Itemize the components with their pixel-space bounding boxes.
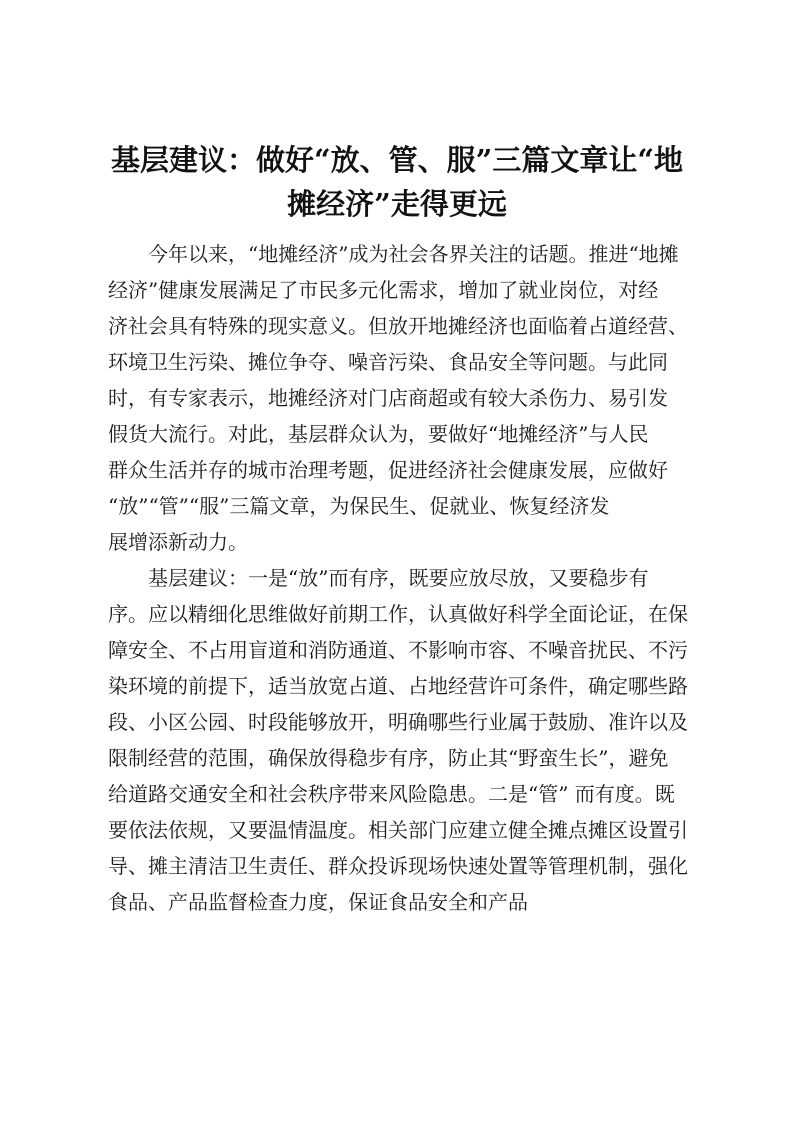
title-line-1: 基层建议：做好“放、管、服”三篇文章让“地: [110, 143, 684, 177]
paragraph-line: 今年以来，“地摊经济”成为社会各界关注的话题。推进“地摊: [148, 242, 679, 266]
paragraph-line: 给道路交通安全和社会秩序带来风险隐患。二是“管” 而有度。既: [108, 782, 675, 806]
document-title: [90, 138, 704, 226]
paragraph-line: 段、小区公园、时段能够放开，明确哪些行业属于鼓励、准许以及: [108, 710, 688, 734]
paragraph-line: 导、摊主清洁卫生责任、群众投诉现场快速处置等管理机制，强化: [108, 854, 688, 878]
paragraph-line: “放”“管”“服”三篇文章，为保民生、促就业、恢复经济发: [108, 494, 610, 518]
paragraph-line: 时，有专家表示，地摊经济对门店商超或有较大杀伤力、易引发: [108, 386, 668, 410]
paragraph-line: 展增添新动力。: [108, 530, 248, 554]
paragraph-1: [108, 236, 708, 560]
document-body: [108, 236, 708, 920]
paragraph-line: 假货大流行。对此，基层群众认为，要做好“地摊经济”与人民: [108, 422, 649, 446]
paragraph-line: 群众生活并存的城市治理考题，促进经济社会健康发展，应做好: [108, 458, 668, 482]
paragraph-line: 限制经营的范围，确保放得稳步有序，防止其“野蛮生长”，避免: [108, 746, 669, 770]
paragraph-line: 经济”健康发展满足了市民多元化需求，增加了就业岗位，对经: [108, 278, 659, 302]
paragraph-line: 食品、产品监督检查力度，保证食品安全和产品: [108, 890, 528, 914]
title-line-2: 摊经济”走得更远: [287, 187, 507, 221]
paragraph-line: 序。应以精细化思维做好前期工作，认真做好科学全面论证，在保: [108, 602, 688, 626]
paragraph-2: [108, 560, 708, 920]
paragraph-line: 环境卫生污染、摊位争夺、噪音污染、食品安全等问题。与此同: [108, 350, 668, 374]
paragraph-line: 要依法依规，又要温情温度。相关部门应建立健全摊点摊区设置引: [108, 818, 688, 842]
paragraph-line: 染环境的前提下，适当放宽占道、占地经营许可条件，确定哪些路: [108, 674, 688, 698]
paragraph-line: 济社会具有特殊的现实意义。但放开地摊经济也面临着占道经营、: [108, 314, 688, 338]
paragraph-line: 基层建议：一是“放”而有序，既要应放尽放，又要稳步有: [148, 566, 649, 590]
paragraph-line: 障安全、不占用盲道和消防通道、不影响市容、不噪音扰民、不污: [108, 638, 688, 662]
